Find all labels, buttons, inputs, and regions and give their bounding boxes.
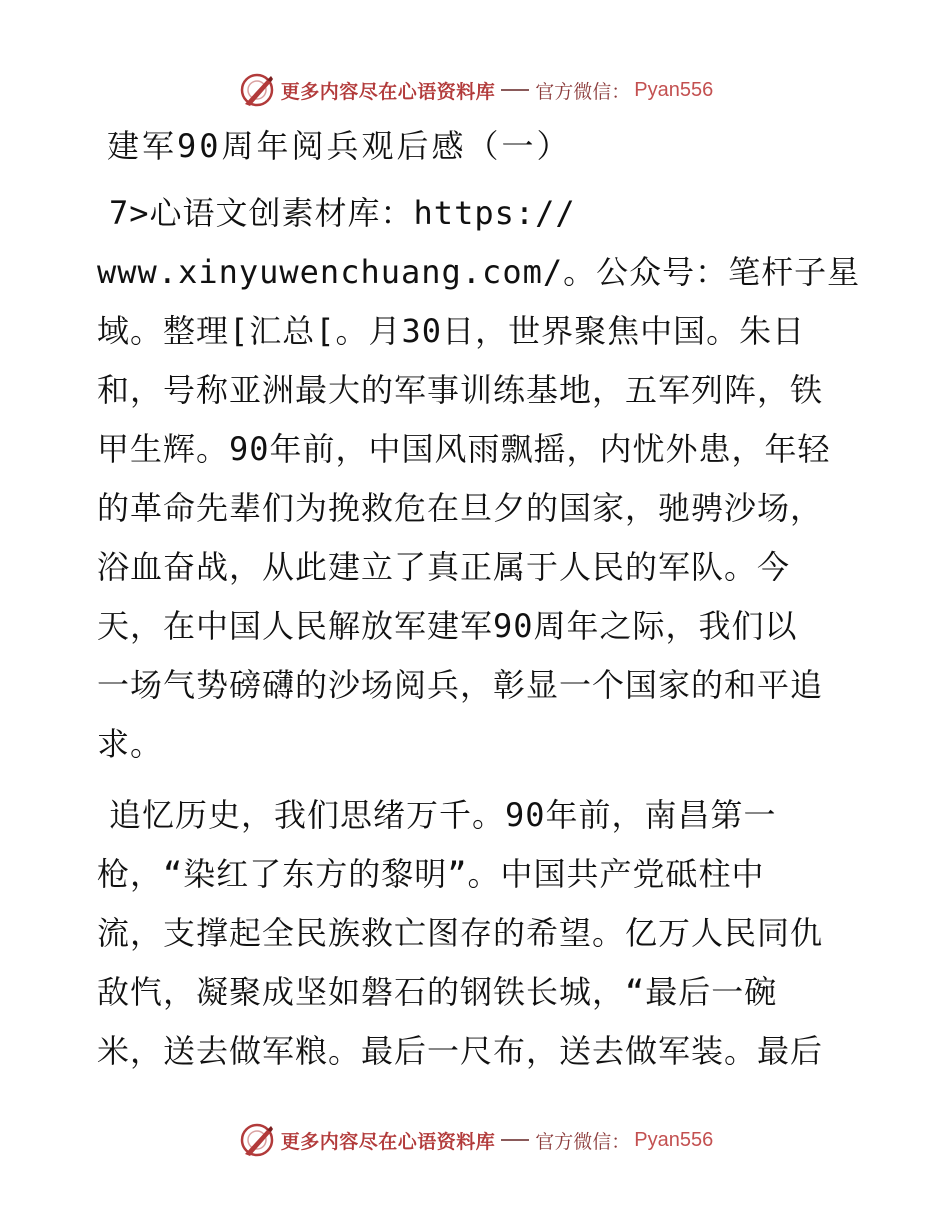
banner-wechat-label: 官方微信： [535,1130,631,1153]
document-title: 建军90周年阅兵观后感（一） [107,127,572,165]
paragraph-line: 域。整理[汇总[。月30日，世界聚焦中国。朱日 [97,312,806,350]
paragraph-line: 天，在中国人民解放军建军90周年之际，我们以 [97,607,798,645]
paragraph-line: 7>心语文创素材库：https:// [109,194,576,232]
paragraph-line: 和，号称亚洲最大的军事训练基地，五军列阵，铁 [97,371,824,409]
paragraph-line: 追忆历史，我们思绪万千。90年前，南昌第一 [109,796,777,834]
paragraph-line: 敌忾，凝聚成坚如磐石的钢铁长城，“最后一碗 [97,973,778,1011]
paragraph-1 [97,184,867,774]
paragraph-line: 浴血奋战，从此建立了真正属于人民的军队。今 [97,548,791,586]
paragraph-line: 求。 [97,725,164,763]
banner-text: 更多内容尽在心语资料库 [280,1130,496,1153]
paragraph-line: 米，送去做军粮。最后一尺布，送去做军装。最后 [97,1032,824,1070]
banner-wechat-id: Pyan556 [634,78,714,101]
pen-logo-icon [237,70,277,110]
banner-wechat-label: 官方微信： [535,80,631,103]
paragraph-line: 流，支撑起全民族救亡图存的希望。亿万人民同仇 [97,914,824,952]
banner-divider [501,89,529,91]
paragraph-line: www.xinyuwenchuang.com/。公众号：笔杆子星 [97,253,861,291]
pen-logo-icon [237,1120,277,1160]
paragraph-line: 枪，“染红了东方的黎明”。中国共产党砥柱中 [97,855,765,893]
banner-divider [501,1139,529,1141]
paragraph-line: 的革命先辈们为挽救危在旦夕的国家，驰骋沙场， [97,489,824,527]
paragraph-line: 甲生辉。90年前，中国风雨飘摇，内忧外患，年轻 [97,430,831,468]
document-body [97,118,867,1093]
footer-banner [0,1118,950,1162]
banner-text: 更多内容尽在心语资料库 [280,80,496,103]
banner-wechat-id: Pyan556 [634,1128,714,1151]
header-banner [0,68,950,112]
paragraph-line: 一场气势磅礴的沙场阅兵，彰显一个国家的和平追 [97,666,824,704]
paragraph-2 [97,786,867,1081]
